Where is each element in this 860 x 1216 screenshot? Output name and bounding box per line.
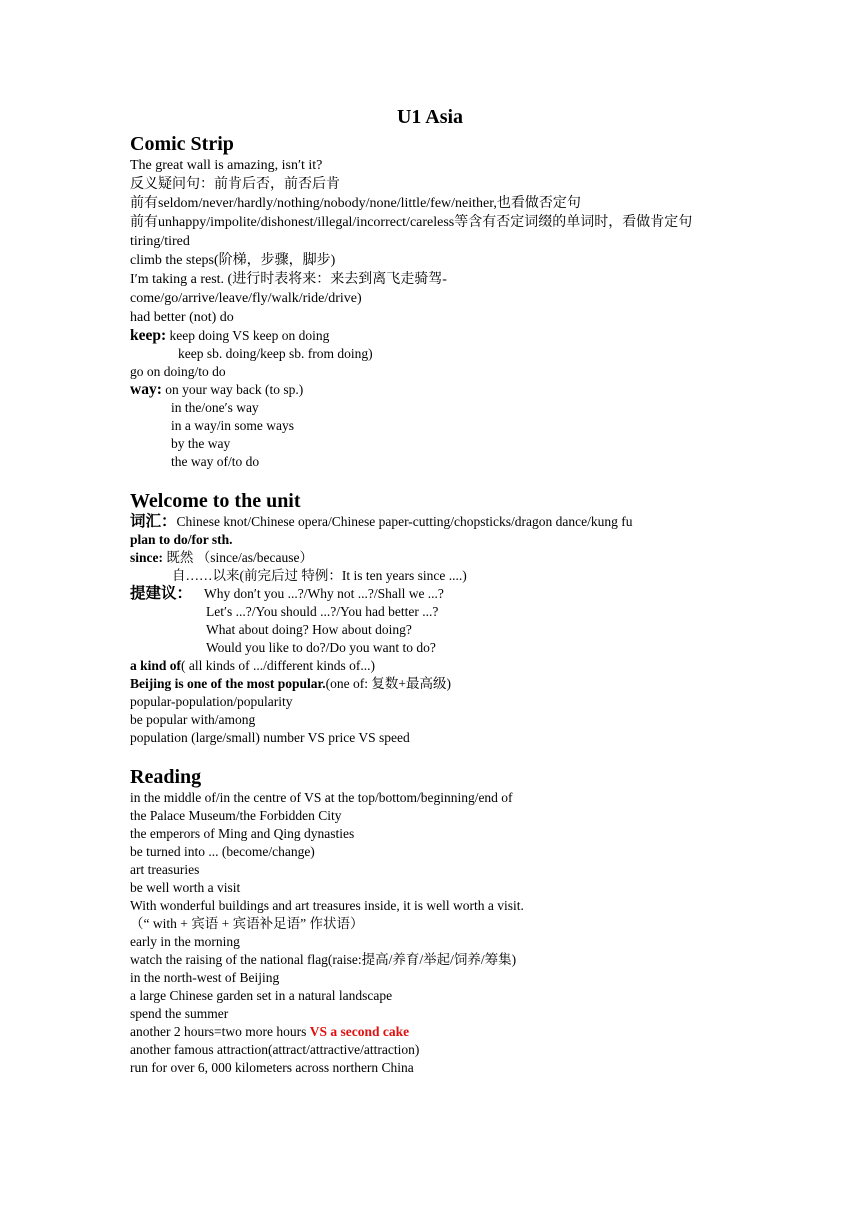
text-line: art treasuries: [130, 862, 200, 877]
text-line: the emperors of Ming and Qing dynasties: [130, 826, 355, 841]
kind-line: [130, 657, 730, 675]
since-line: [130, 549, 730, 567]
another-text: another 2 hours=two more hours: [130, 1024, 310, 1039]
text-line: keep sb. doing/keep sb. from doing): [178, 346, 373, 361]
beijing-rest: (one of: 复数+最高级): [325, 676, 451, 691]
text-line: Let′s ...?/You should ...?/You had better ...?: [206, 604, 439, 619]
kind-bold: a kind of: [130, 658, 182, 673]
keep-text: keep doing VS keep on doing: [166, 328, 330, 343]
another-line: [130, 1023, 730, 1041]
text-line: With wonderful buildings and art treasures inside, it is well worth a visit.: [130, 898, 524, 913]
text-line: （“ with + 宾语 + 宾语补足语” 作状语）: [130, 916, 364, 931]
text-line: What about doing? How about doing?: [206, 622, 412, 637]
suggest-label: 提建议：: [130, 585, 193, 602]
text-line: in a way/in some ways: [171, 418, 294, 433]
text-line: population (large/small) number VS price VS speed: [130, 730, 410, 745]
vocab-line: [130, 513, 730, 531]
text-line: be popular with/among: [130, 712, 256, 727]
text-line: the Palace Museum/the Forbidden City: [130, 808, 342, 823]
document-title: U1 Asia: [396, 106, 464, 128]
text-line: 自……以来(前完后过 特例：It is ten years since ....): [172, 568, 467, 583]
text-line: the way of/to do: [171, 454, 260, 469]
way-label: way:: [130, 381, 162, 398]
text-line: The great wall is amazing, isn′t it?: [130, 158, 323, 173]
beijing-line: [130, 675, 730, 693]
suggest-text: Why don′t you ...?/Why not ...?/Shall we ...?: [204, 586, 444, 601]
section-heading-comic-strip: Comic Strip: [130, 133, 234, 155]
text-line: early in the morning: [130, 934, 240, 949]
text-line: popular-population/popularity: [130, 694, 293, 709]
document-page: [130, 104, 730, 1077]
text-line: by the way: [171, 436, 231, 451]
text-line: plan to do/for sth.: [130, 532, 233, 547]
keep-line: [130, 327, 730, 345]
spacer: [130, 747, 730, 765]
text-line: be turned into ... (become/change): [130, 844, 315, 859]
text-line: 前有unhappy/impolite/dishonest/illegal/incorrect/careless等含有否定词缀的单词时，看做肯定句: [130, 215, 693, 230]
section-heading-reading: Reading: [130, 766, 202, 788]
text-line: go on doing/to do: [130, 364, 226, 379]
text-line: 前有seldom/never/hardly/nothing/nobody/none/little/few/neither,也看做否定句: [130, 196, 581, 211]
way-line: [130, 381, 730, 399]
kind-rest: ( all kinds of .../different kinds of...): [181, 658, 375, 673]
since-text: 既然 （since/as/because）: [163, 550, 313, 565]
text-line: tiring/tired: [130, 234, 190, 249]
suggest-line: [130, 585, 730, 603]
text-line: climb the steps(阶梯，步骤，脚步): [130, 253, 336, 268]
text-line: in the/one′s way: [171, 400, 259, 415]
vocab-label: 词汇：: [130, 513, 177, 530]
section-heading-welcome: Welcome to the unit: [130, 490, 301, 512]
text-line: run for over 6, 000 kilometers across northern China: [130, 1060, 414, 1075]
text-line: be well worth a visit: [130, 880, 241, 895]
text-line: spend the summer: [130, 1006, 229, 1021]
text-line: in the middle of/in the centre of VS at the top/bottom/beginning/end of: [130, 790, 513, 805]
highlight-red: VS a second cake: [309, 1024, 410, 1039]
way-text: on your way back (to sp.): [161, 382, 304, 397]
text-line: watch the raising of the national flag(raise:提高/养育/举起/饲养/筹集): [130, 952, 517, 967]
vocab-text: Chinese knot/Chinese opera/Chinese paper-cutting/chopsticks/dragon dance/kung fu: [176, 514, 633, 529]
spacer: [130, 471, 730, 489]
text-line: in the north-west of Beijing: [130, 970, 280, 985]
text-line: I′m taking a rest. (进行时表将来：来去到离飞走骑驾-come/go/arrive/leave/fly/walk/ride/drive): [130, 272, 447, 306]
since-label: since:: [130, 550, 163, 565]
text-line: a large Chinese garden set in a natural landscape: [130, 988, 393, 1003]
text-line: another famous attraction(attract/attractive/attraction): [130, 1042, 420, 1057]
text-line: 反义疑问句：前肯后否，前否后肯: [130, 177, 340, 192]
beijing-bold: Beijing is one of the most popular.: [130, 676, 326, 691]
text-line: Would you like to do?/Do you want to do?: [206, 640, 436, 655]
text-line: had better (not) do: [130, 310, 234, 325]
keep-label: keep:: [130, 327, 167, 344]
